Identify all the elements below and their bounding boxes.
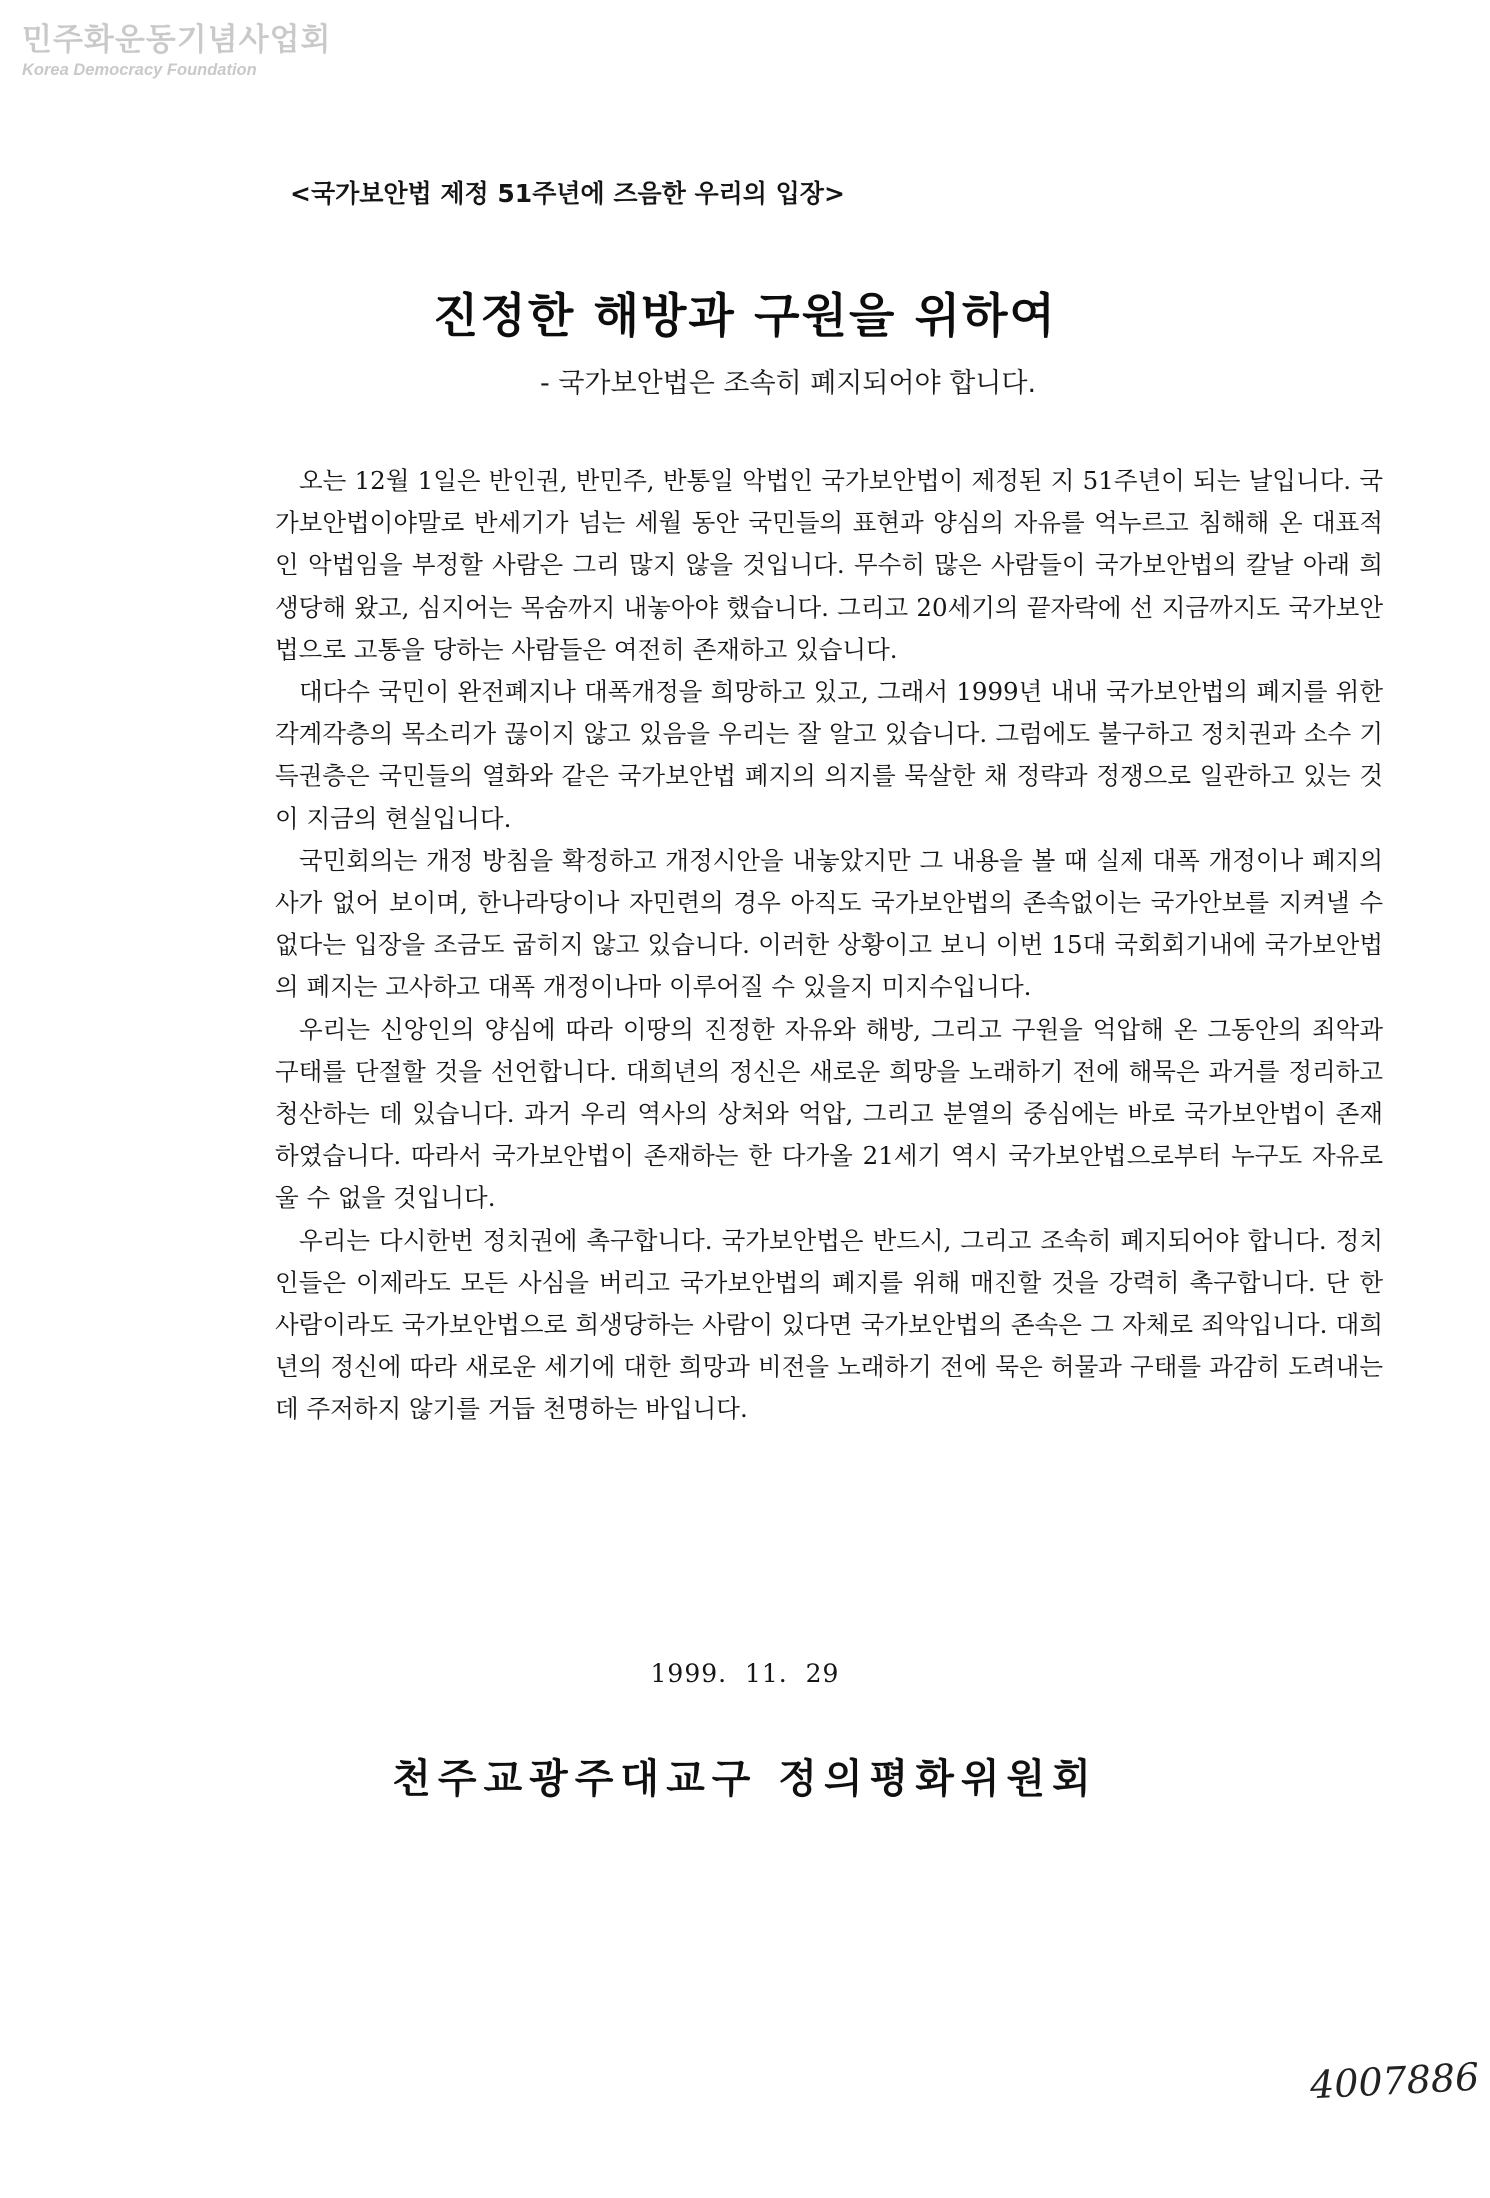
document-signature: 천주교광주대교구 정의평화위원회: [392, 1756, 1098, 1802]
body-paragraph-1: 오는 12월 1일은 반인권, 반민주, 반통일 악법인 국가보안법이 제정된 지 51주년이 되는 날입니다. 국가보안법이야말로 반세기가 넘는 세월 동안 국민들의 표현과 양심의 자유를 억누르고 침해해 온 대표적인 악법임을 부정할 사람은 그리 많지 않을 것입니다. 무수히 많은 사람들이 국가보안법의 칼날 아래 희생당해 왔고, 심지어는 목숨까지 내놓아야 했습니다. 그리고 20세기의 끝자락에 선 지금까지도 국가보안법으로 고통을 당하는 사람들은 여전히 존재하고 있습니다.: [275, 466, 1383, 664]
watermark-english-text: Korea Democracy Foundation: [22, 61, 257, 79]
document-subtitle: - 국가보안법은 조속히 폐지되어야 합니다.: [540, 368, 1037, 399]
watermark-korean-text: 민주화운동기념사업회: [22, 22, 332, 58]
archive-number: 4007886: [1308, 2054, 1481, 2108]
document-date: 1999. 11. 29: [650, 1659, 840, 1688]
watermark-logo: [22, 22, 332, 80]
document-heading: <국가보안법 제정 51주년에 즈음한 우리의 입장>: [290, 179, 845, 208]
document-body: [275, 460, 1383, 1431]
body-paragraph-3: 국민회의는 개정 방침을 확정하고 개정시안을 내놓았지만 그 내용을 볼 때 실제 대폭 개정이나 폐지의사가 없어 보이며, 한나라당이나 자민련의 경우 아직도 국가보안법의 존속없이는 국가안보를 지켜낼 수 없다는 입장을 조금도 굽히지 않고 있습니다. 이러한 상황이고 보니 이번 15대 국회회기내에 국가보안법의 폐지는 고사하고 대폭 개정이나마 이루어질 수 있을지 미지수입니다.: [275, 845, 1383, 1002]
body-paragraph-5: 우리는 다시한번 정치권에 촉구합니다. 국가보안법은 반드시, 그리고 조속히 폐지되어야 합니다. 정치인들은 이제라도 모든 사심을 버리고 국가보안법의 폐지를 위해 매진할 것을 강력히 촉구합니다. 단 한 사람이라도 국가보안법으로 희생당하는 사람이 있다면 국가보안법의 존속은 그 자체로 죄악입니다. 대희년의 정신에 따라 새로운 세기에 대한 희망과 비전을 노래하기 전에 묵은 허물과 구태를 과감히 도려내는데 주저하지 않기를 거듭 천명하는 바입니다.: [275, 1225, 1383, 1424]
body-paragraph-2: 대다수 국민이 완전폐지나 대폭개정을 희망하고 있고, 그래서 1999년 내내 국가보안법의 폐지를 위한 각계각층의 목소리가 끊이지 않고 있음을 우리는 잘 알고 있습니다. 그럼에도 불구하고 정치권과 소수 기득권층은 국민들의 열화와 같은 국가보안법 폐지의 의지를 묵살한 채 정략과 정쟁으로 일관하고 있는 것이 지금의 현실입니다.: [275, 677, 1383, 833]
document-title: 진정한 해방과 구원을 위하여: [433, 289, 1057, 344]
body-paragraph-4: 우리는 신앙인의 양심에 따라 이땅의 진정한 자유와 해방, 그리고 구원을 억압해 온 그동안의 죄악과 구태를 단절할 것을 선언합니다. 대희년의 정신은 새로운 희망을 노래하기 전에 해묵은 과거를 정리하고 청산하는 데 있습니다. 과거 우리 역사의 상처와 억압, 그리고 분열의 중심에는 바로 국가보안법이 존재하였습니다. 따라서 국가보안법이 존재하는 한 다가올 21세기 역시 국가보안법으로부터 누구도 자유로울 수 없을 것입니다.: [275, 1014, 1383, 1213]
